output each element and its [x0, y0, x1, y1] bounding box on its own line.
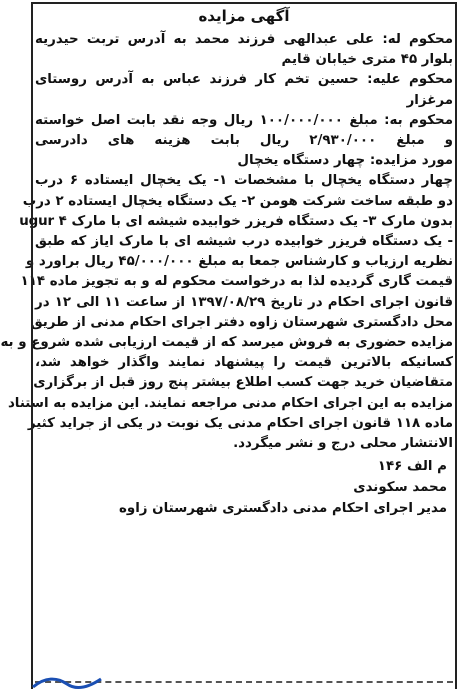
notice-line: محکوم له: علی عبدالهی فرزند محمد به آدرس تربت حیدریه	[35, 32, 453, 47]
notice-line: چهار دستگاه یخچال با مشخصات ۱- یک یخچال ایستاده ۶ درب	[35, 173, 453, 189]
notice-code: م الف ۱۴۶	[377, 459, 447, 475]
notice-line: بدون مارک ۳- یک دستگاه فریزر خوابیده شیشه ای با مارک ugur ۴	[19, 213, 453, 229]
notice-title: آگهی مزایده	[198, 7, 290, 25]
notice-line: کسانیکه بالاترین قیمت را پیشنهاد نمایند واگذار خواهد شد،	[35, 355, 453, 371]
notice-line: مزایده حضوری به فروش میرسد که از قیمت ارزیابی شده شروع و به	[0, 335, 453, 351]
notice-line: و مبلغ ۲/۹۳۰/۰۰۰ ریال بابت هزینه های دادرسی	[35, 133, 453, 149]
notice-line: متقاضیان خرید جهت کسب اطلاع بیشتر پنج روز قبل از برگزاری	[33, 375, 453, 391]
notice-line: محل دادگستری شهرستان زاوه دفتر اجرای احکام مدنی از طریق	[30, 314, 453, 330]
notice-border	[0, 2, 457, 689]
notice-line: قانون اجرای احکام در تاریخ ۱۳۹۷/۰۸/۲۹ از ساعت ۱۱ الی ۱۲ در	[35, 294, 453, 310]
notice-line: مزایده به این اجرای احکام مدنی مراجعه نمایند. این مزایده به استناد	[7, 395, 453, 411]
notice-line: بلوار ۴۵ متری خیابان قایم	[281, 52, 453, 68]
signer-name: محمد سکوندی	[353, 480, 447, 496]
notice-line: مورد مزایده: چهار دستگاه یخچال	[237, 153, 453, 169]
signer-title: مدیر اجرای احکام مدنی دادگستری شهرستان زاوه	[118, 501, 447, 517]
notice-line: محکوم علیه: حسین تخم کار فرزند عباس به آدرس روستای	[35, 72, 453, 88]
notice-line: الانتشار محلی درج و نشر میگردد.	[233, 436, 453, 452]
notice-line: ماده ۱۱۸ قانون اجرای احکام مدنی یک نوبت در یکی از جراید کثیر	[27, 415, 453, 431]
notice-line: مرغزار	[406, 92, 453, 108]
notice-line: محکوم به: مبلغ ۱۰۰/۰۰۰/۰۰۰ ریال وجه نقد بابت اصل خواسته	[35, 112, 453, 128]
notice-line: - یک دستگاه فریزر خوابیده درب شیشه ای با مارک ایاز که طبق	[35, 234, 453, 250]
notice-line: نظریه ارزیاب و کارشناس جمعا به مبلغ ۴۵/۰۰۰/۰۰۰ ریال براورد و	[25, 254, 453, 270]
notice-line: قیمت گاری گردیده لذا به درخواست محکوم له و به تجویز ماده ۱۱۴	[20, 274, 453, 290]
stamp-mark-icon	[27, 675, 107, 689]
notice-line: دو طبقه ساخت شرکت هومن ۲- یک دستگاه یخچال ایستاده ۲ درب	[22, 193, 453, 209]
